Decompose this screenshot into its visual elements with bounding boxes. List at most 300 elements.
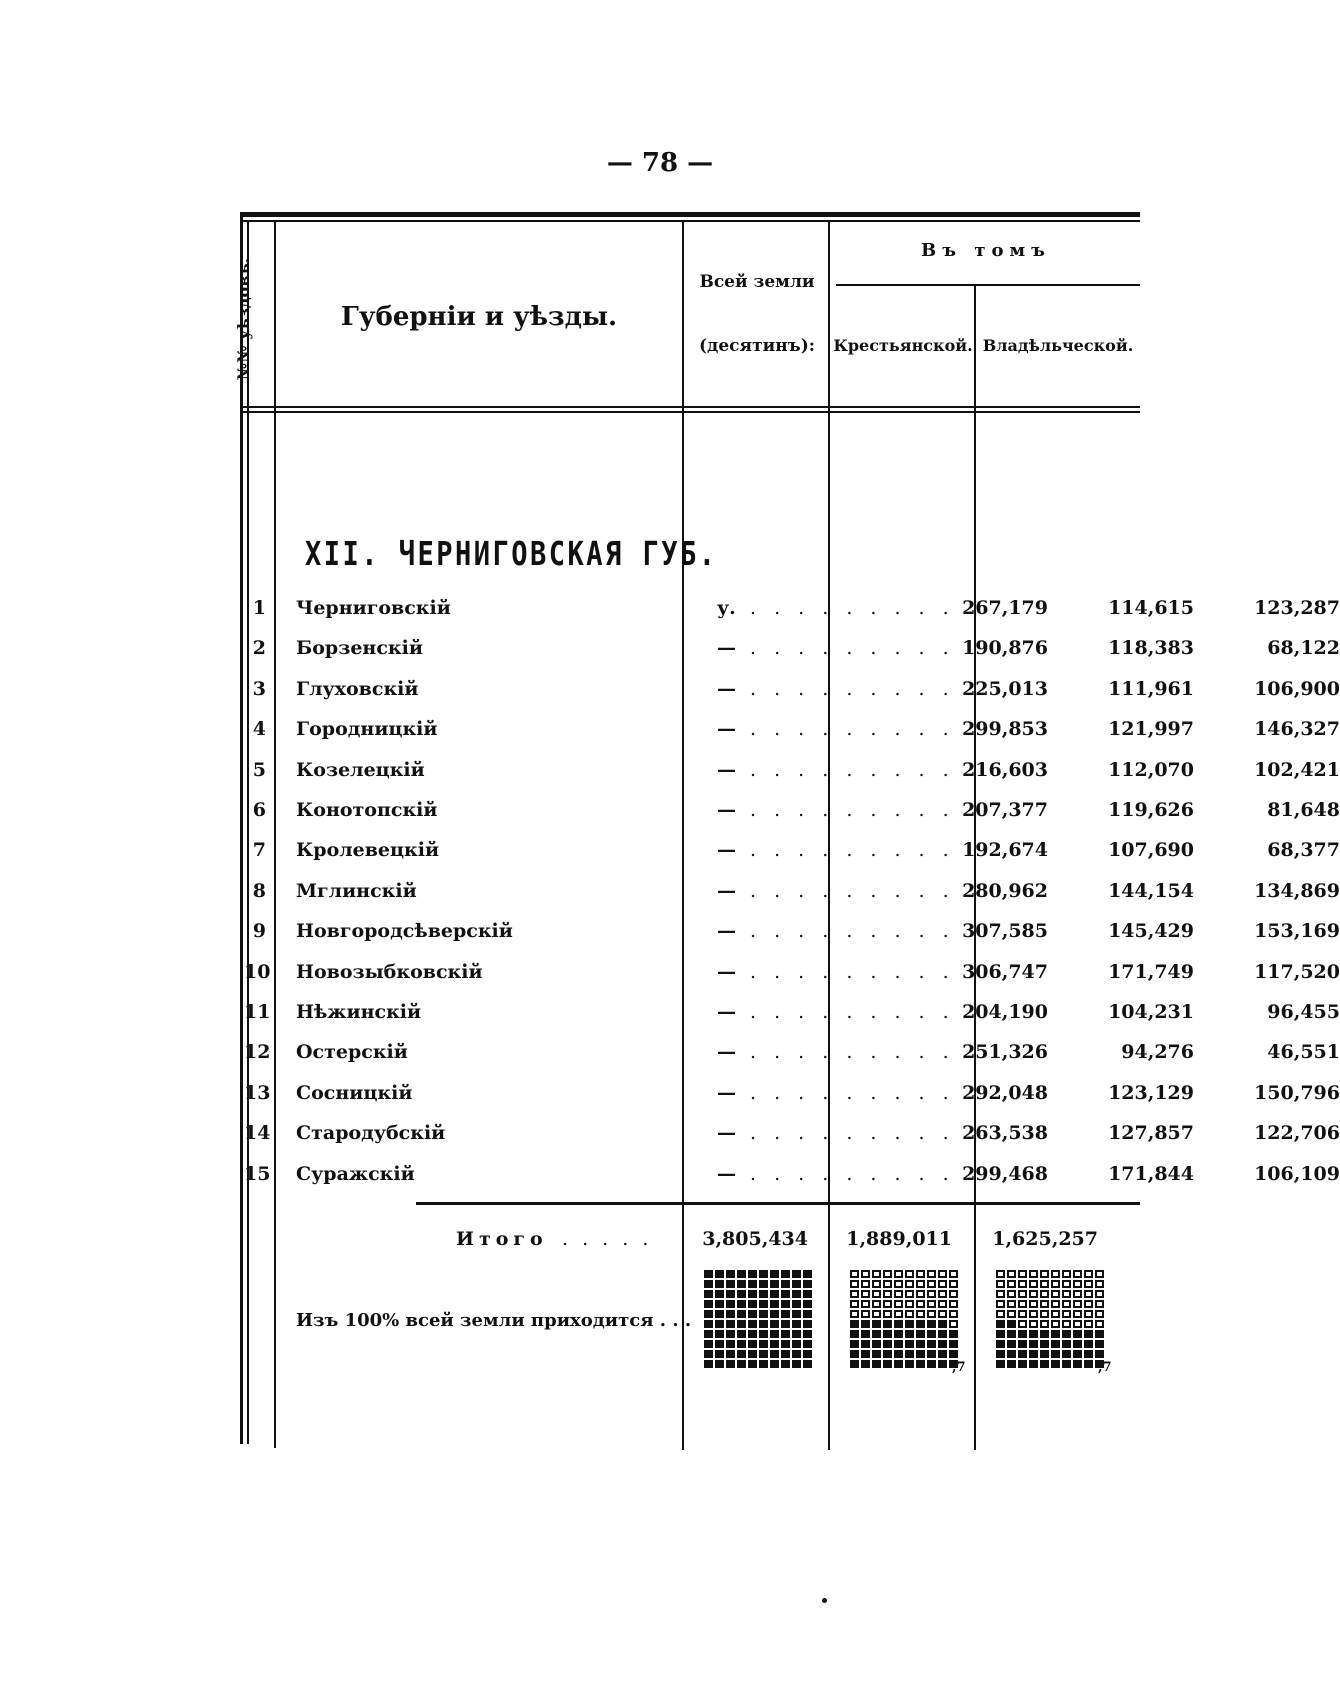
percent-cell (883, 1300, 892, 1308)
percent-cell (1040, 1340, 1049, 1348)
row-number: 3 (252, 677, 266, 700)
percent-cell (737, 1340, 746, 1348)
percent-cell (748, 1350, 757, 1358)
leader-dots: . . . . . . . . . (750, 1162, 955, 1185)
percent-cell (905, 1310, 914, 1318)
value-owner: 123,287 (1254, 597, 1340, 619)
stray-dot (822, 1598, 827, 1603)
percent-cell (1084, 1350, 1093, 1358)
percent-cell (1018, 1280, 1027, 1288)
percent-cell (1095, 1270, 1104, 1278)
percent-cell (704, 1270, 713, 1278)
percent-cell (770, 1280, 779, 1288)
value-owner: 81,648 (1267, 799, 1340, 821)
percent-cell (872, 1300, 881, 1308)
percent-cell (1051, 1310, 1060, 1318)
percent-cell (781, 1350, 790, 1358)
percent-cell (781, 1330, 790, 1338)
percent-cell (1029, 1340, 1038, 1348)
percent-cell (737, 1280, 746, 1288)
percent-cell (726, 1360, 735, 1368)
percent-cell (883, 1350, 892, 1358)
percent-cell (894, 1360, 903, 1368)
percent-cell (759, 1290, 768, 1298)
percent-cell (726, 1290, 735, 1298)
percent-cell (850, 1320, 859, 1328)
value-total: 267,179 (962, 597, 1048, 619)
value-peasant: 145,429 (1108, 920, 1194, 943)
percent-cell (927, 1290, 936, 1298)
value-peasant: 127,857 (1108, 1122, 1194, 1145)
percent-cell (1062, 1310, 1071, 1318)
percent-cell (704, 1350, 713, 1358)
value-total: 306,747 (962, 960, 1048, 983)
percent-cell (861, 1340, 870, 1348)
row-number: 4 (252, 718, 266, 741)
percent-cell (949, 1340, 958, 1348)
percent-cell (905, 1320, 914, 1328)
percent-cell (916, 1360, 925, 1368)
percent-cell (1084, 1310, 1093, 1318)
percent-cell (850, 1360, 859, 1368)
percent-cell (803, 1340, 812, 1348)
percent-cell (1095, 1320, 1104, 1328)
percent-cell (1040, 1350, 1049, 1358)
percent-cell (938, 1300, 947, 1308)
percent-cell (1062, 1270, 1071, 1278)
value-peasant: 119,626 (1108, 799, 1194, 821)
table-row (244, 879, 1340, 916)
percent-cell (861, 1270, 870, 1278)
percent-cell (996, 1310, 1005, 1318)
value-owner: 96,455 (1267, 1001, 1340, 1023)
percent-cell (704, 1320, 713, 1328)
percent-cell (704, 1300, 713, 1308)
district-name: Стародубскій (296, 1122, 446, 1145)
percent-cell (1007, 1350, 1016, 1358)
percent-cell (1095, 1330, 1104, 1338)
table-row (244, 758, 1340, 795)
percent-cell (737, 1290, 746, 1298)
value-owner: 106,109 (1254, 1162, 1340, 1185)
district-suffix: — (717, 758, 736, 781)
percent-cell (861, 1360, 870, 1368)
percent-cell (905, 1270, 914, 1278)
percent-cell (1073, 1360, 1082, 1368)
percent-cell (905, 1340, 914, 1348)
header-column-name: Губерніи и уѣзды. (340, 302, 618, 332)
leader-dots: . . . . . . . . . (750, 839, 955, 862)
value-owner: 68,122 (1267, 637, 1340, 660)
percent-cell (996, 1270, 1005, 1278)
totals-peasant: 1,889,011 (846, 1228, 952, 1250)
percent-cell (1007, 1320, 1016, 1328)
percent-cell (792, 1280, 801, 1288)
percent-cell (1051, 1300, 1060, 1308)
percent-cell (996, 1340, 1005, 1348)
percent-cell (1062, 1360, 1071, 1368)
district-name: Суражскій (296, 1162, 415, 1185)
percent-cell (759, 1300, 768, 1308)
district-suffix: — (717, 1001, 736, 1023)
value-total: 263,538 (962, 1122, 1048, 1145)
row-number: 2 (252, 637, 266, 660)
table-row (244, 920, 1340, 956)
district-suffix: — (717, 799, 736, 821)
leader-dots: . . . . . . . . . (750, 799, 955, 821)
percent-cell (1062, 1340, 1071, 1348)
percent-cell (1073, 1300, 1082, 1308)
district-name: Козелецкій (296, 758, 425, 781)
percent-cell (996, 1320, 1005, 1328)
percent-cell (916, 1300, 925, 1308)
percent-cell (726, 1330, 735, 1338)
percent-cell (1018, 1330, 1027, 1338)
percent-cell (850, 1310, 859, 1318)
percent-cell (803, 1270, 812, 1278)
percent-cell (916, 1290, 925, 1298)
percent-cell (748, 1290, 757, 1298)
leader-dots: . . . . . . . . . (750, 597, 955, 619)
percent-cell (861, 1330, 870, 1338)
percent-cell (1073, 1270, 1082, 1278)
percent-grid-peasant (850, 1270, 958, 1368)
percent-cell (883, 1340, 892, 1348)
percent-cell (1018, 1290, 1027, 1298)
header-column-group: Въ томъ (921, 240, 1051, 261)
percent-cell (938, 1340, 947, 1348)
district-name: Кролевецкій (296, 839, 440, 862)
district-name: Новозыбковскій (296, 960, 483, 983)
percent-cell (1084, 1270, 1093, 1278)
percent-cell (715, 1310, 724, 1318)
value-peasant: 112,070 (1108, 758, 1194, 781)
leader-dots: . . . . . . . . . (750, 1122, 955, 1145)
row-number: 10 (244, 960, 271, 983)
percent-cell (1007, 1270, 1016, 1278)
percent-cell (770, 1270, 779, 1278)
row-number: 8 (252, 879, 266, 902)
row-number: 1 (252, 597, 266, 619)
percent-cell (883, 1280, 892, 1288)
table-row (244, 677, 1340, 714)
percent-cell (770, 1330, 779, 1338)
percent-cell (1029, 1290, 1038, 1298)
percent-cell (748, 1270, 757, 1278)
percent-cell (1007, 1290, 1016, 1298)
percent-cell (792, 1360, 801, 1368)
percent-cell (894, 1270, 903, 1278)
district-name: Городницкій (296, 718, 438, 741)
percent-cell (996, 1280, 1005, 1288)
row-number: 7 (252, 839, 266, 862)
percent-cell (949, 1280, 958, 1288)
percent-cell (916, 1280, 925, 1288)
value-owner: 46,551 (1267, 1041, 1340, 1064)
percent-cell (1029, 1310, 1038, 1318)
percent-cell (883, 1310, 892, 1318)
district-name: Новгородсѣверскій (296, 920, 513, 943)
header-column-total-unit: (десятинъ): (698, 336, 816, 356)
percent-cell (916, 1340, 925, 1348)
table-row (244, 1041, 1340, 1077)
percent-cell (715, 1320, 724, 1328)
percent-cell (883, 1270, 892, 1278)
percent-cell (1073, 1310, 1082, 1318)
leader-dots: . . . . . . . . . (750, 1041, 955, 1064)
percent-peasant-note: ,7 (952, 1360, 966, 1375)
leader-dots: . . . . . . . . . (750, 718, 955, 741)
percent-owner-note: ,7 (1098, 1360, 1112, 1375)
percent-cell (704, 1330, 713, 1338)
percent-cell (715, 1340, 724, 1348)
percent-cell (1018, 1340, 1027, 1348)
district-suffix: — (717, 1041, 736, 1064)
row-number: 13 (244, 1081, 271, 1104)
percent-cell (1051, 1280, 1060, 1288)
percent-cell (996, 1330, 1005, 1338)
percent-cell (1040, 1310, 1049, 1318)
percent-cell (759, 1340, 768, 1348)
percent-cell (748, 1360, 757, 1368)
value-owner: 146,327 (1254, 718, 1340, 741)
percent-cell (803, 1360, 812, 1368)
value-peasant: 114,615 (1108, 597, 1194, 619)
percent-cell (872, 1330, 881, 1338)
district-name: Глуховскій (296, 677, 419, 700)
value-peasant: 121,997 (1108, 718, 1194, 741)
percent-cell (1095, 1290, 1104, 1298)
row-number: 6 (252, 799, 266, 821)
percent-cell (938, 1320, 947, 1328)
value-owner: 150,796 (1254, 1081, 1340, 1104)
percent-cell (927, 1320, 936, 1328)
percent-cell (1084, 1290, 1093, 1298)
percent-cell (1018, 1270, 1027, 1278)
percent-cell (1062, 1300, 1071, 1308)
district-suffix: — (717, 1122, 736, 1145)
percent-cell (704, 1280, 713, 1288)
value-total: 299,853 (962, 718, 1048, 741)
value-total: 251,326 (962, 1041, 1048, 1064)
percent-cell (996, 1290, 1005, 1298)
percent-cell (1007, 1300, 1016, 1308)
percent-cell (1007, 1340, 1016, 1348)
percent-cell (894, 1300, 903, 1308)
percent-cell (1084, 1340, 1093, 1348)
percent-cell (949, 1320, 958, 1328)
percent-cell (770, 1350, 779, 1358)
percent-cell (748, 1280, 757, 1288)
percent-cell (1029, 1350, 1038, 1358)
percent-cell (1040, 1330, 1049, 1338)
percent-cell (1007, 1310, 1016, 1318)
percent-cell (1051, 1290, 1060, 1298)
percent-cell (850, 1340, 859, 1348)
percent-cell (704, 1290, 713, 1298)
district-name: Конотопскій (296, 799, 438, 821)
percent-cell (938, 1270, 947, 1278)
percent-cell (715, 1280, 724, 1288)
totals-total: 3,805,434 (702, 1228, 808, 1250)
percent-cell (1018, 1300, 1027, 1308)
percent-cell (1029, 1270, 1038, 1278)
percent-cell (996, 1350, 1005, 1358)
percent-cell (759, 1280, 768, 1288)
leader-dots: . . . . . . . . . (750, 1081, 955, 1104)
district-name: Остерскій (296, 1041, 408, 1064)
value-owner: 117,520 (1254, 960, 1340, 983)
header-column-owner: Владѣльческой. (982, 336, 1134, 355)
percent-cell (1062, 1330, 1071, 1338)
percent-cell (861, 1280, 870, 1288)
district-suffix: у. (717, 597, 736, 619)
percent-cell (894, 1310, 903, 1318)
value-peasant: 111,961 (1108, 677, 1194, 700)
table-row (244, 839, 1340, 875)
row-number: 11 (244, 1001, 271, 1023)
table-row (244, 1122, 1340, 1158)
percent-cell (770, 1290, 779, 1298)
percent-cell (792, 1300, 801, 1308)
percent-cell (1095, 1350, 1104, 1358)
value-peasant: 107,690 (1108, 839, 1194, 862)
percent-cell (1084, 1280, 1093, 1288)
leader-dots: . . . . . . . . . (750, 1001, 955, 1023)
percent-cell (770, 1320, 779, 1328)
leader-dots: . . . . . . . . . (750, 637, 955, 660)
percent-cell (1007, 1280, 1016, 1288)
percent-cell (861, 1310, 870, 1318)
percent-cell (850, 1330, 859, 1338)
district-suffix: — (717, 960, 736, 983)
percent-cell (916, 1320, 925, 1328)
percent-cell (715, 1330, 724, 1338)
percent-cell (1073, 1350, 1082, 1358)
percent-cell (894, 1340, 903, 1348)
value-total: 216,603 (962, 758, 1048, 781)
percent-cell (792, 1320, 801, 1328)
percent-cell (748, 1300, 757, 1308)
totals-owner: 1,625,257 (992, 1228, 1098, 1250)
percent-cell (938, 1310, 947, 1318)
percent-cell (872, 1290, 881, 1298)
percent-cell (759, 1350, 768, 1358)
percent-cell (949, 1300, 958, 1308)
percent-cell (1018, 1360, 1027, 1368)
percent-cell (781, 1290, 790, 1298)
percent-cell (781, 1310, 790, 1318)
percent-cell (894, 1280, 903, 1288)
percent-cell (704, 1360, 713, 1368)
percent-cell (883, 1360, 892, 1368)
percent-cell (1051, 1330, 1060, 1338)
value-peasant: 171,749 (1108, 960, 1194, 983)
value-owner: 134,869 (1254, 879, 1340, 902)
row-number: 14 (244, 1122, 271, 1145)
percent-cell (737, 1270, 746, 1278)
percent-cell (938, 1280, 947, 1288)
percent-cell (1029, 1280, 1038, 1288)
header-column-number: №№ уѣздовъ. (234, 257, 253, 381)
percent-cell (938, 1290, 947, 1298)
percent-cell (726, 1270, 735, 1278)
table-row (244, 1162, 1340, 1199)
percent-cell (1007, 1330, 1016, 1338)
percent-cell (770, 1360, 779, 1368)
percent-cell (759, 1310, 768, 1318)
percent-cell (850, 1290, 859, 1298)
percent-cell (1051, 1360, 1060, 1368)
percent-cell (770, 1340, 779, 1348)
percent-cell (1095, 1300, 1104, 1308)
percent-cell (792, 1270, 801, 1278)
table-row (244, 1081, 1340, 1118)
percent-cell (792, 1340, 801, 1348)
percent-cell (770, 1310, 779, 1318)
percent-cell (1051, 1320, 1060, 1328)
district-suffix: — (717, 879, 736, 902)
percent-cell (927, 1340, 936, 1348)
percent-cell (872, 1320, 881, 1328)
percent-cell (1062, 1280, 1071, 1288)
percent-grid-total (704, 1270, 812, 1368)
percent-cell (715, 1350, 724, 1358)
percent-grid-owner (996, 1270, 1104, 1368)
totals-dots: . . . . . (562, 1228, 653, 1250)
percent-cell (949, 1310, 958, 1318)
percent-cell (872, 1340, 881, 1348)
percent-cell (1040, 1300, 1049, 1308)
percent-cell (759, 1270, 768, 1278)
percent-cell (883, 1320, 892, 1328)
percent-cell (803, 1320, 812, 1328)
value-peasant: 118,383 (1108, 637, 1194, 660)
percent-cell (1073, 1340, 1082, 1348)
value-total: 225,013 (962, 677, 1048, 700)
percent-cell (938, 1350, 947, 1358)
percent-cell (1062, 1320, 1071, 1328)
percent-cell (1018, 1350, 1027, 1358)
percent-cell (850, 1280, 859, 1288)
value-total: 299,468 (962, 1162, 1048, 1185)
district-name: Мглинскій (296, 879, 417, 902)
percent-cell (1095, 1280, 1104, 1288)
percent-cell (1040, 1280, 1049, 1288)
leader-dots: . . . . . . . . . (750, 879, 955, 902)
value-owner: 106,900 (1254, 677, 1340, 700)
percent-cell (905, 1330, 914, 1338)
percent-cell (872, 1350, 881, 1358)
percent-cell (759, 1330, 768, 1338)
percent-cell (737, 1310, 746, 1318)
percent-cell (748, 1310, 757, 1318)
percent-cell (1073, 1320, 1082, 1328)
percent-cell (781, 1300, 790, 1308)
percent-cell (1073, 1290, 1082, 1298)
percent-cell (1051, 1270, 1060, 1278)
percent-cell (883, 1290, 892, 1298)
percent-cell (1095, 1340, 1104, 1348)
percent-cell (726, 1300, 735, 1308)
value-peasant: 123,129 (1108, 1081, 1194, 1104)
header-column-peasant: Крестьянской. (833, 336, 973, 355)
row-number: 9 (252, 920, 266, 943)
percent-cell (894, 1330, 903, 1338)
district-name: Сосницкій (296, 1081, 413, 1104)
district-suffix: — (717, 1162, 736, 1185)
leader-dots: . . . . . . . . . (750, 758, 955, 781)
